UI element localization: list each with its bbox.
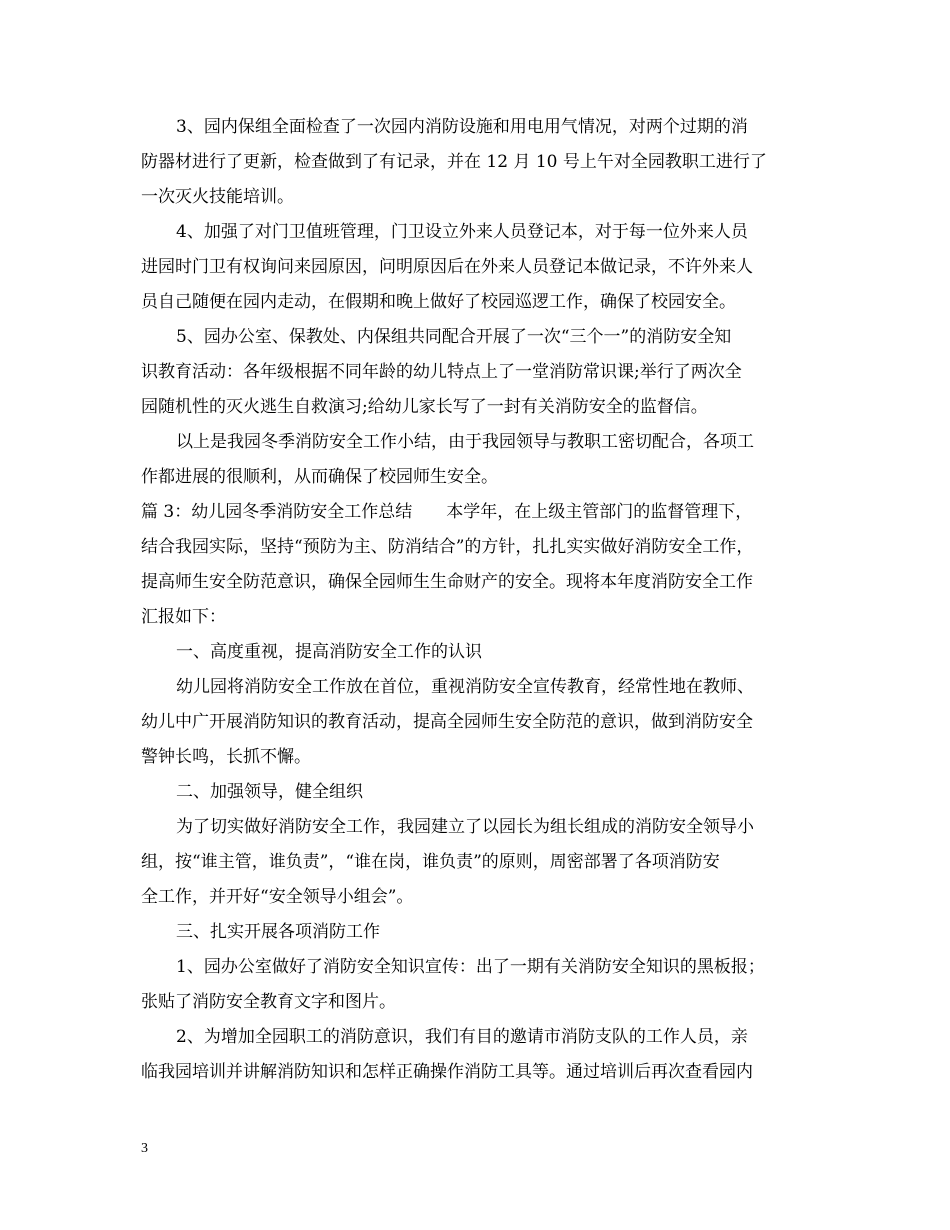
heading-line: 一、高度重视，提高消防安全工作的认识 [176, 642, 482, 662]
text-line: 警钟长鸣，长抓不懈。 [141, 747, 311, 767]
text-line: 一次灭火技能培训。 [141, 187, 294, 207]
text-line: 汇报如下： [141, 607, 226, 627]
text-line: 园随机性的灭火逃生自救演习;给幼儿家长写了一封有关消防安全的监督信。 [141, 397, 708, 417]
text-line: 进园时门卫有权询问来园原因，问明原因后在外来人员登记本做记录，不许外来人 [141, 257, 753, 277]
text-line: 1、园办公室做好了消防安全知识宣传：出了一期有关消防安全知识的黑板报； [176, 957, 765, 977]
text-line: 2、为增加全园职工的消防意识，我们有目的邀请市消防支队的工作人员，亲 [176, 1027, 748, 1047]
text-line: 张贴了消防安全教育文字和图片。 [141, 992, 396, 1012]
text-line: 提高师生安全防范意识，确保全园师生生命财产的安全。现将本年度消防安全工作 [141, 572, 753, 592]
text-line: 4、加强了对门卫值班管理，门卫设立外来人员登记本，对于每一位外来人员 [176, 222, 748, 242]
text-line: 幼儿中广开展消防知识的教育活动，提高全园师生安全防范的意识，做到消防安全 [141, 712, 753, 732]
text-line: 5、园办公室、保教处、内保组共同配合开展了一次“三个一”的消防安全知 [176, 327, 732, 347]
text-line: 幼儿园将消防安全工作放在首位，重视消防安全宣传教育，经常性地在教师、 [176, 677, 754, 697]
text-line: 以上是我园冬季消防安全工作小结，由于我园领导与教职工密切配合，各项工 [176, 432, 754, 452]
text-line: 作都进展的很顺利，从而确保了校园师生安全。 [141, 467, 498, 487]
heading-line: 三、扎实开展各项消防工作 [176, 922, 380, 942]
text-line: 全工作，并开好“安全领导小组会”。 [141, 887, 414, 907]
heading-line: 二、加强领导，健全组织 [176, 782, 363, 802]
text-line: 为了切实做好消防安全工作，我园建立了以园长为组长组成的消防安全领导小 [176, 817, 754, 837]
text-line: 员自己随便在园内走动，在假期和晚上做好了校园巡逻工作，确保了校园安全。 [141, 292, 736, 312]
text-line: 临我园培训并讲解消防知识和怎样正确操作消防工具等。通过培训后再次查看园内 [141, 1062, 753, 1082]
text-line: 组，按“谁主管，谁负责”，“谁在岗，谁负责”的原则，周密部署了各项消防安 [141, 852, 720, 872]
text-line: 识教育活动：各年级根据不同年龄的幼儿特点上了一堂消防常识课;举行了两次全 [141, 362, 742, 382]
page-number: 3 [141, 1141, 148, 1156]
text-line: 防器材进行了更新，检查做到了有记录，并在 12 月 10 号上午对全园教职工进行了 [141, 152, 767, 172]
text-line: 3、园内保组全面检查了一次园内消防设施和用电用气情况，对两个过期的消 [176, 117, 748, 137]
section-title-line: 篇 3：幼儿园冬季消防安全工作总结 本学年，在上级主管部门的监督管理下， [141, 502, 753, 522]
text-line: 结合我园实际，坚持“预防为主、防消结合”的方针，扎扎实实做好消防安全工作， [141, 537, 754, 557]
